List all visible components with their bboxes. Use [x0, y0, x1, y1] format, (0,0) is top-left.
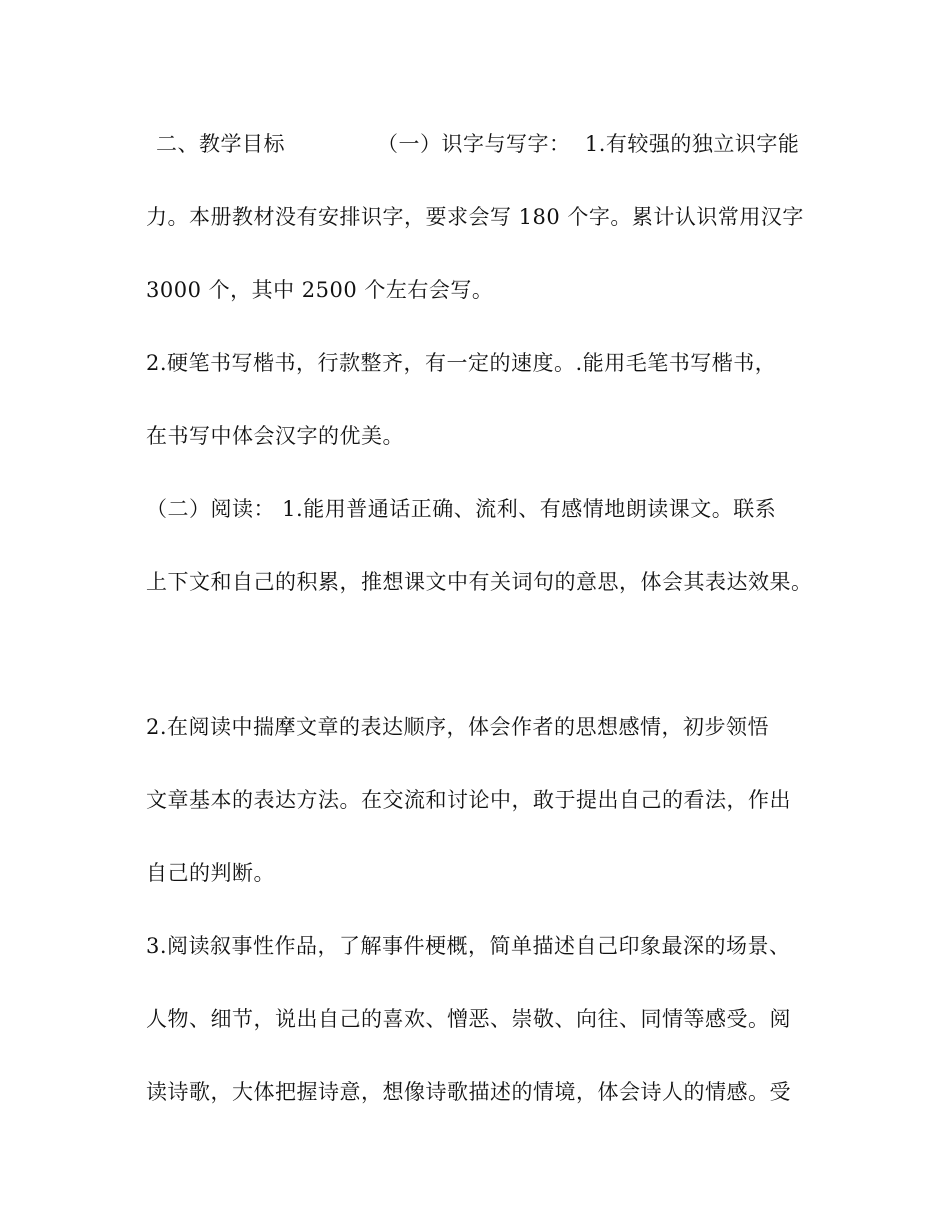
text-line: 3.阅读叙事性作品，了解事件梗概，简单描述自己印象最深的场景、: [146, 934, 791, 958]
text-line: 自己的判断。: [146, 861, 275, 885]
text-line: 力。本册教材没有安排识字，要求会写 180 个字。累计认识常用汉字: [146, 205, 804, 229]
text-line: 文章基本的表达方法。在交流和讨论中，敢于提出自己的看法，作出: [146, 788, 791, 812]
text-line: （二）阅读： 1.能用普通话正确、流利、有感情地朗读课文。联系: [146, 497, 777, 521]
subsection-heading: （一）识字与写字：: [377, 132, 571, 156]
text-line: 2.硬笔书写楷书，行款整齐，有一定的速度。.能用毛笔书写楷书，: [146, 351, 777, 375]
text-line: 读诗歌，大体把握诗意，想像诗歌描述的情境，体会诗人的情感。受: [146, 1080, 791, 1104]
text-line: 在书写中体会汉字的优美。: [146, 424, 404, 448]
text-line: 3000 个，其中 2500 个左右会写。: [146, 278, 494, 302]
text-line: [146, 130, 799, 158]
line-text: 1.有较强的独立识字能: [584, 132, 800, 156]
text-line: 上下文和自己的积累，推想课文中有关词句的意思，体会其表达效果。: [146, 570, 813, 594]
text-line: 人物、细节，说出自己的喜欢、憎恶、崇敬、向往、同情等感受。阅: [146, 1007, 791, 1031]
text-line: 2.在阅读中揣摩文章的表达顺序，体会作者的思想感情，初步领悟: [146, 715, 770, 739]
section-heading: 二、教学目标: [156, 132, 285, 156]
